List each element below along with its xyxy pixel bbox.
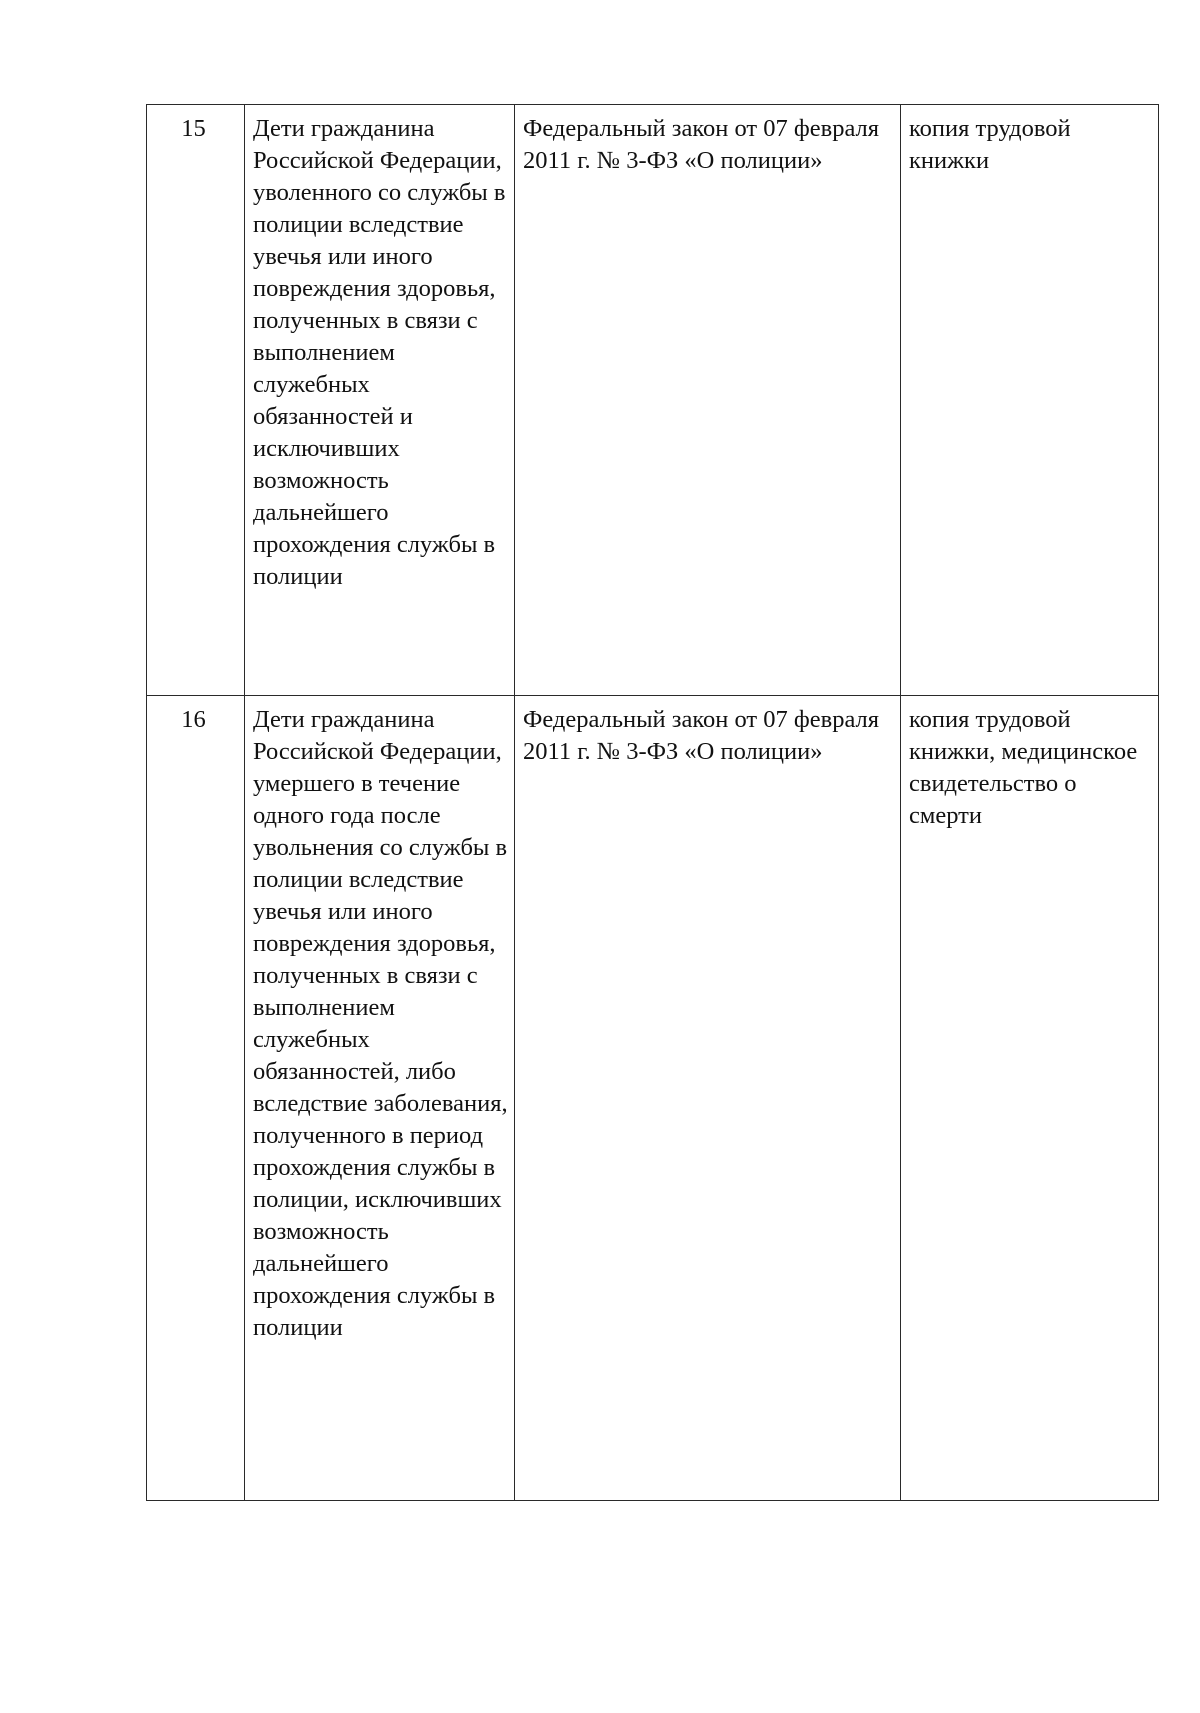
category-text: Дети гражданина Российской Федерации, умершего в течение одного года после увольнения со службы в полиции вследствие увечья или иного повреждения здоровья, полученных в связи с выполнением служебных обязанностей, либо вследствие заболевания, полученного в период прохождения службы в полиции, исключивших возможность дальнейшего прохождения службы в полиции [253, 706, 508, 1341]
documents-cell [901, 696, 1159, 1501]
documents-text: копия трудовой книжки, медицинское свидетельство о смерти [909, 706, 1138, 829]
row-number-cell [147, 696, 245, 1501]
table-row [147, 105, 1159, 696]
documents-cell [901, 105, 1159, 696]
row-number: 15 [181, 115, 206, 142]
category-cell [245, 105, 515, 696]
category-cell [245, 696, 515, 1501]
table-row [147, 696, 1159, 1501]
category-text: Дети гражданина Российской Федерации, уволенного со службы в полиции вследствие увечья или иного повреждения здоровья, полученных в связи с выполнением служебных обязанностей и исключивших возможность дальнейшего прохождения службы в полиции [253, 115, 506, 590]
law-text: Федеральный закон от 07 февраля 2011 г. № 3-ФЗ «О полиции» [523, 706, 880, 765]
law-cell [515, 696, 901, 1501]
benefits-table [146, 104, 1159, 1501]
row-number-cell [147, 105, 245, 696]
row-number: 16 [181, 706, 206, 733]
law-text: Федеральный закон от 07 февраля 2011 г. № 3-ФЗ «О полиции» [523, 115, 880, 174]
documents-text: копия трудовой книжки [909, 115, 1071, 174]
law-cell [515, 105, 901, 696]
